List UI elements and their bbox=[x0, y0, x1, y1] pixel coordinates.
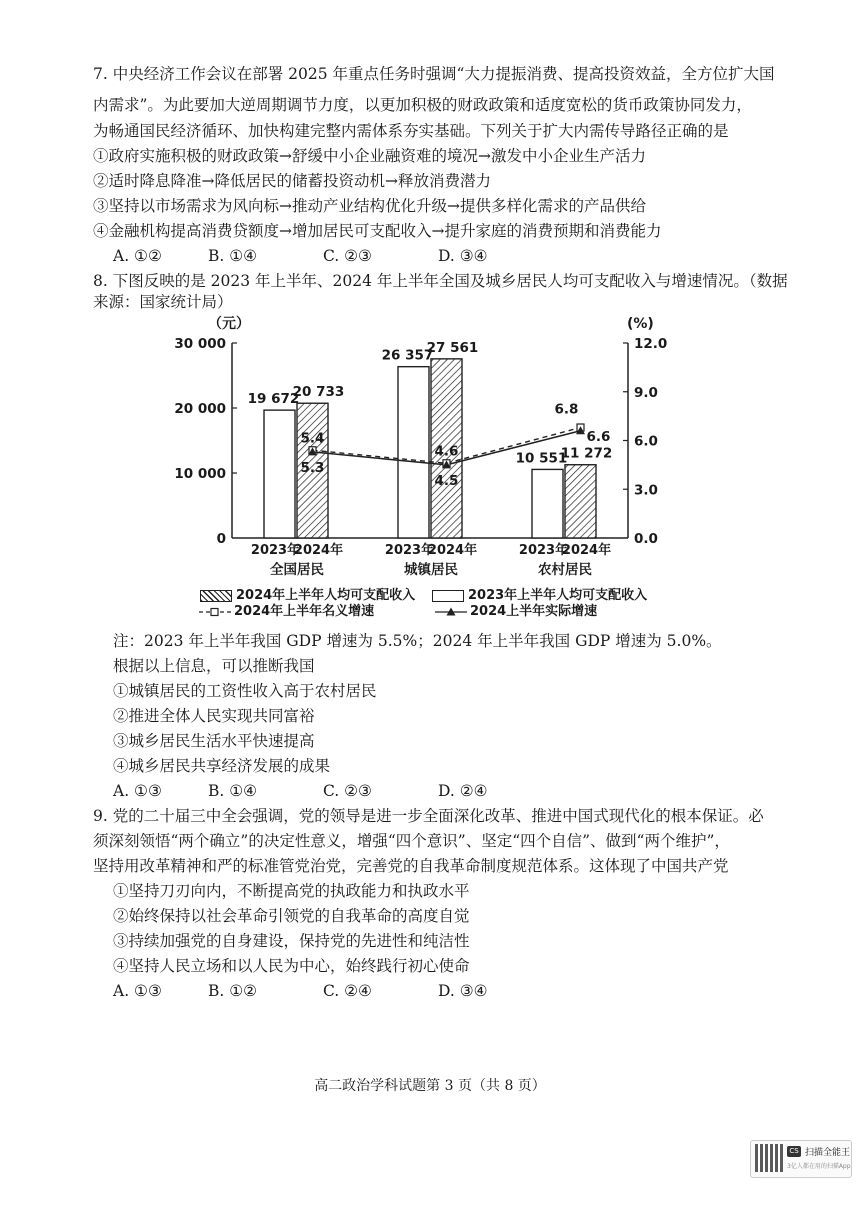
year-label: 2024年 bbox=[561, 543, 612, 558]
q8-item-4: ④城乡居民共享经济发展的成果 bbox=[113, 757, 331, 775]
right-tick-label: 12.0 bbox=[634, 336, 668, 352]
nominal-value-label: 6.8 bbox=[554, 401, 579, 418]
page-footer: 高二政治学科试题第 3 页（共 8 页） bbox=[314, 1078, 546, 1094]
q9-item-3: ③持续加强党的自身建设，保持党的先进性和纯洁性 bbox=[113, 932, 470, 950]
bar-2023-2 bbox=[532, 469, 563, 538]
badge-tagline: 3亿人都在用的扫描App bbox=[787, 1163, 851, 1170]
left-tick-label: 30 000 bbox=[174, 336, 226, 352]
left-tick-label: 20 000 bbox=[174, 401, 226, 417]
year-label: 2024年 bbox=[427, 543, 478, 558]
real-value-label: 4.5 bbox=[434, 472, 459, 489]
q7-item-1: ①政府实施积极的财政政策→舒缓中小企业融资难的境况→激发中小企业生产活力 bbox=[93, 147, 646, 165]
q7-item-2: ②适时降息降准→降低居民的储蓄投资动机→释放消费潜力 bbox=[93, 172, 491, 190]
legend-nominal-line: 2024年上半年名义增速 bbox=[198, 600, 374, 619]
badge-app-name: 扫描全能王 bbox=[805, 1148, 851, 1158]
q8-option-a[interactable]: A. ①③ bbox=[113, 782, 162, 800]
q7-option-c[interactable]: C. ②③ bbox=[323, 247, 372, 265]
scanner-watermark bbox=[750, 1140, 852, 1178]
q7-option-b[interactable]: B. ①④ bbox=[208, 247, 258, 265]
q8-option-d[interactable]: D. ②④ bbox=[438, 782, 488, 800]
right-tick-label: 0.0 bbox=[634, 531, 658, 547]
income-chart bbox=[174, 308, 700, 578]
right-tick-label: 6.0 bbox=[634, 433, 658, 450]
solid-line-triangle-marker-icon bbox=[434, 606, 468, 618]
chart-labels bbox=[248, 340, 613, 578]
bar-label-2023: 10 551 bbox=[515, 450, 568, 467]
left-axis-unit: （元） bbox=[208, 316, 250, 332]
bar-label-2024: 11 272 bbox=[560, 445, 613, 462]
q9-item-2: ②始终保持以社会革命引领党的自我革命的高度自觉 bbox=[113, 907, 470, 925]
group-label: 全国居民 bbox=[270, 562, 324, 578]
legend-plain-bar: 2023年上半年人均可支配收入 bbox=[432, 584, 647, 603]
q8-option-b[interactable]: B. ①④ bbox=[208, 782, 258, 800]
q7-option-a[interactable]: A. ①② bbox=[113, 247, 162, 265]
q8-item-2: ②推进全体人民实现共同富裕 bbox=[113, 707, 315, 725]
cs-logo-icon: CS bbox=[787, 1146, 801, 1157]
q8-item-1: ①城镇居民的工资性收入高于农村居民 bbox=[113, 682, 377, 700]
q7-stem-line-3: 为畅通国民经济循环、加快构建完整内需体系夯实基础。下列关于扩大内需传导路径正确的是 bbox=[93, 122, 729, 140]
q9-option-d[interactable]: D. ③④ bbox=[438, 982, 488, 1000]
q9-stem-line-1: 9. 党的二十届三中全会强调，党的领导是进一步全面深化改革、推进中国式现代化的根本保证。必 bbox=[93, 807, 764, 825]
legend-real-line: 2024上半年实际增速 bbox=[434, 600, 597, 619]
q8-item-3: ③城乡居民生活水平快速提高 bbox=[113, 732, 315, 750]
left-tick-label: 0 bbox=[216, 531, 226, 547]
bar-2023-1 bbox=[398, 367, 429, 538]
bar-2023-0 bbox=[264, 410, 295, 538]
q8-option-c[interactable]: C. ②③ bbox=[323, 782, 372, 800]
q7-item-3: ③坚持以市场需求为风向标→推动产业结构优化升级→提供多样化需求的产品供给 bbox=[93, 197, 646, 215]
q8-stem-line-2: 来源：国家统计局） bbox=[93, 293, 233, 311]
group-label: 城镇居民 bbox=[404, 562, 458, 578]
q9-item-1: ①坚持刀刃向内，不断提高党的执政能力和执政水平 bbox=[113, 882, 470, 900]
right-tick-label: 3.0 bbox=[634, 482, 658, 499]
q9-option-b[interactable]: B. ①② bbox=[208, 982, 258, 1000]
left-tick-label: 10 000 bbox=[174, 466, 226, 482]
bar-label-2023: 26 357 bbox=[381, 347, 434, 364]
qr-code-icon bbox=[755, 1144, 783, 1172]
legend-hatch-bar: 2024年上半年人均可支配收入 bbox=[200, 584, 415, 603]
q8-note: 注：2023 年上半年我国 GDP 增速为 5.5%；2024 年上半年我国 GDP 增速为 5.0%。 bbox=[113, 632, 722, 650]
q7-stem-line-1: 7. 中央经济工作会议在部署 2025 年重点任务时强调“大力提振消费、提高投资效益，全方位扩大国 bbox=[93, 65, 775, 83]
real-value-label: 6.6 bbox=[586, 428, 611, 445]
bar-label-2024: 20 733 bbox=[292, 384, 345, 401]
nominal-value-label: 5.4 bbox=[300, 430, 325, 447]
real-value-label: 5.3 bbox=[300, 459, 325, 476]
right-axis-unit: (%) bbox=[627, 316, 654, 332]
year-label: 2023年 bbox=[250, 543, 301, 558]
q8-stem-line-1: 8. 下图反映的是 2023 年上半年、2024 年上半年全国及城乡居民人均可支配收入与增速情况。（数据 bbox=[93, 272, 788, 290]
dashed-line-square-marker-icon bbox=[198, 606, 232, 618]
q8-stem-question: 根据以上信息，可以推断我国 bbox=[113, 657, 315, 675]
q9-option-c[interactable]: C. ②④ bbox=[323, 982, 372, 1000]
year-label: 2023年 bbox=[518, 543, 569, 558]
nominal-value-label: 4.6 bbox=[434, 443, 459, 460]
q9-stem-line-2: 须深刻领悟“两个确立”的决定性意义，增强“四个意识”、坚定“四个自信”、做到“两个维护”， bbox=[93, 832, 730, 850]
q9-option-a[interactable]: A. ①③ bbox=[113, 982, 162, 1000]
group-label: 农村居民 bbox=[538, 562, 592, 578]
bar-2024-2 bbox=[565, 465, 596, 538]
bar-label-2024: 27 561 bbox=[426, 339, 479, 356]
q9-stem-line-3: 坚持用改革精神和严的标准管党治党，完善党的自我革命制度规范体系。这体现了中国共产党 bbox=[93, 857, 729, 875]
year-label: 2023年 bbox=[384, 543, 435, 558]
year-label: 2024年 bbox=[293, 543, 344, 558]
right-tick-label: 9.0 bbox=[634, 384, 658, 401]
q7-stem-line-2: 内需求”。为此要加大逆周期调节力度，以更加积极的财政政策和适度宽松的货币政策协同发力， bbox=[93, 96, 752, 114]
q7-option-d[interactable]: D. ③④ bbox=[438, 247, 488, 265]
q7-item-4: ④金融机构提高消费贷额度→增加居民可支配收入→提升家庭的消费预期和消费能力 bbox=[93, 222, 662, 240]
bar-label-2023: 19 672 bbox=[247, 391, 300, 408]
q9-item-4: ④坚持人民立场和以人民为中心，始终践行初心使命 bbox=[113, 957, 470, 975]
